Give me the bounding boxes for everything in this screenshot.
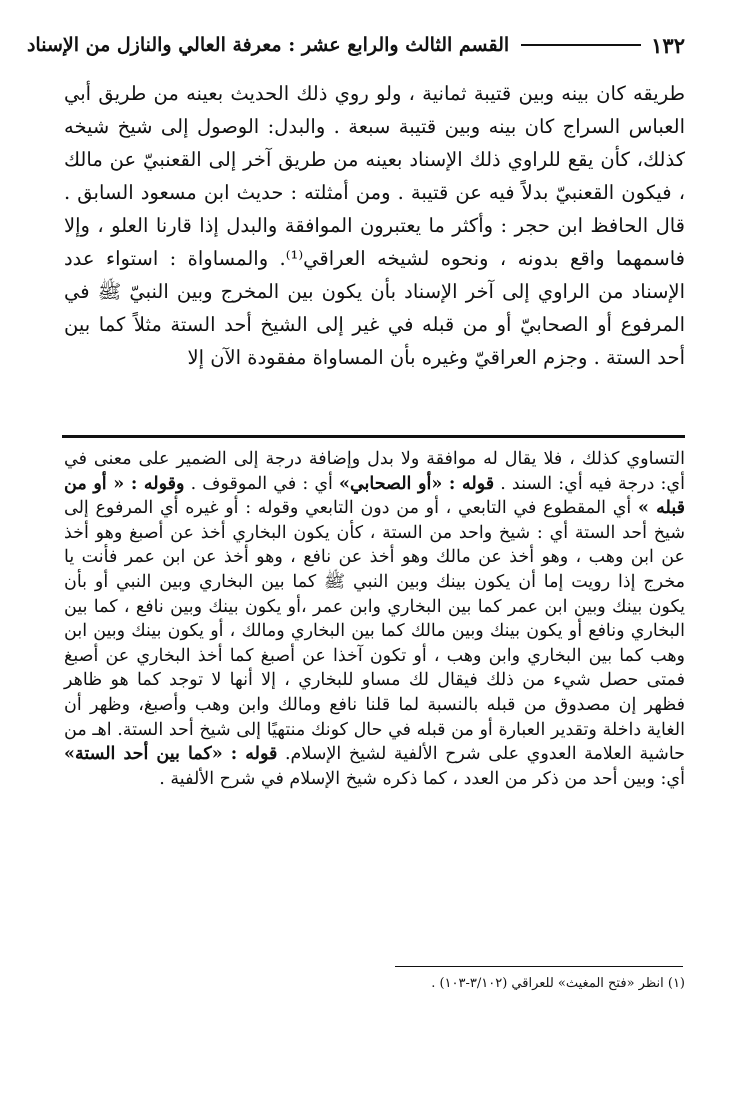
commentary-text-1: التساوي كذلك ، فلا يقال له موافقة ولا بدل وإضافة درجة إلى الضمير على معنى في أي: درجة فيه أي: السند . xyxy=(64,449,685,494)
main-text xyxy=(64,77,685,374)
commentary-keyword-2: وقوله : « أو من قبله » xyxy=(64,473,685,519)
commentary-text-3: أي المقطوع في التابعي ، أو من دون التابعي وقوله : أو غيره أي المرفوع إلى شيخ أحد الستة أي : شيخ واحد من الستة ، كأن يكون البخاري أخذ عن أصبغ وهو أخذ عن ابن وهب ، وهو أخذ عن مالك وهو أخذ عن نافع ، وهو أخذ عن ابن عمر فأنت يا مخرج إذا رويت إما أن يكون بينك وبين النبي ﷺ كما بين البخاري وبين النبي أو بأن يكون بينك وبين ابن عمر كما بين البخاري وابن عمر ،أو يكون بينك وبين نافع ، كما بين البخاري ونافع أو يكون بينك وبين مالك كما بين البخاري ومالك ، أو يكون بينك وبين ابن وهب كما بين البخاري وابن وهب ، أو تكون آخذا عن أصبغ كما أخذ البخاري عن أصبغ فمتى حصل شيء من ذلك فيقال لك مساو للبخاري ، إلا أنها لا توجد كما هو ظاهر فظهر إن مصدوق من قبله بالنسبة لما قلنا نافع ومالك وابن وهب وأصبغ، وظهر أن الغاية داخلة وتقدير العبارة أو من قبله في حال كونك منتهيًا إلى شيخ أحد الستة. اهـ من حاشية العلامة العدوي على شرح الألفية لشيخ الإسلام. xyxy=(64,498,685,765)
header-dash xyxy=(521,44,641,46)
commentary-paragraph xyxy=(64,447,685,791)
commentary-keyword-1: قوله : «أو الصحابي» xyxy=(339,473,495,494)
header-title: القسم الثالث والرابع عشر : معرفة العالي والنازل من الإسناد xyxy=(26,34,510,56)
running-header xyxy=(26,28,685,62)
commentary-keyword-3: قوله : «كما بين أحد الستة» xyxy=(64,744,278,765)
commentary-text-2: أي : في الموقوف . xyxy=(190,473,333,494)
footnote: (١) انظر «فتح المغيث» للعراقي (٣/١٠٢-١٠٣) . xyxy=(431,976,685,991)
commentary-text-4: أي: وبين أحد من ذكر من العدد ، كما ذكره شيخ الإسلام في شرح الألفية . xyxy=(159,768,685,789)
separator-rule xyxy=(62,435,685,438)
commentary xyxy=(64,447,685,791)
page-number: ١٣٢ xyxy=(651,32,685,58)
main-paragraph: طريقه كان بينه وبين قتيبة ثمانية ، ولو روي ذلك الحديث بعينه من طريق أبي العباس السراج كان بينه وبين قتيبة سبعة . والبدل: الوصول إلى شيخ شيخه كذلك، كأن يقع للراوي ذلك الإسناد بعينه من طريق آخر إلى القعنبيّ عن مالك ، فيكون القعنبيّ بدلاً فيه عن قتيبة . ومن أمثلته : حديث ابن مسعود السابق . قال الحافظ ابن حجر : وأكثر ما يعتبرون الموافقة والبدل إذا قارنا العلو ، وإلا فاسمهما واقع بدونه ، ونحوه لشيخه العراقي⁽¹⁾. والمساواة : استواء عدد الإسناد من الراوي إلى آخر الإسناد بأن يكون بين المخرج وبين النبيّ ﷺ في المرفوع أو الصحابيّ أو من قبله في غير إلى الشيخ أحد الستة مثلاً كما بين أحد الستة . وجزم العراقيّ وغيره بأن المساواة مفقودة الآن إلا xyxy=(64,82,685,369)
footnote-rule xyxy=(395,966,683,967)
